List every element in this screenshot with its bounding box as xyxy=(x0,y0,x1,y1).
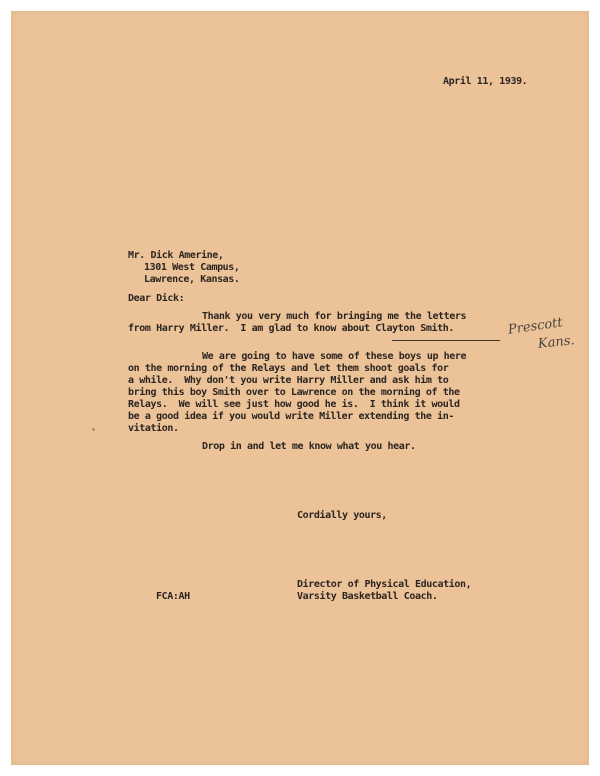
recipient-street: 1301 West Campus, xyxy=(144,262,240,273)
recipient-name: Mr. Dick Amerine, xyxy=(128,250,224,261)
paragraph1-line1: Thank you very much for bringing me the letters xyxy=(202,311,467,322)
clayton-smith-underline xyxy=(392,340,500,341)
paragraph3: Drop in and let me know what you hear. xyxy=(202,441,416,452)
handwritten-annotation-line2: Kans. xyxy=(537,333,576,352)
paragraph2-line2: on the morning of the Relays and let them shoot goals for xyxy=(128,363,449,374)
paragraph1-line2: from Harry Miller. I am glad to know about Clayton Smith. xyxy=(128,323,454,334)
paragraph2-line5: Relays. We will see just how good he is. I think it would xyxy=(128,399,460,410)
recipient-city: Lawrence, Kansas. xyxy=(144,274,240,285)
typist-initials: FCA:AH xyxy=(156,591,190,602)
paragraph2-line1: We are going to have some of these boys up here xyxy=(202,351,467,362)
paragraph2-line3: a while. Why don't you write Harry Miller and ask him to xyxy=(128,375,449,386)
paragraph2-line6: be a good idea if you would write Miller extending the in- xyxy=(128,411,454,422)
letter-date: April 11, 1939. xyxy=(443,76,528,87)
closing: Cordially yours, xyxy=(297,510,387,521)
paper-spot xyxy=(92,428,95,431)
paragraph2-line4: bring this boy Smith over to Lawrence on the morning of the xyxy=(128,387,460,398)
paragraph2-line7: vitation. xyxy=(128,423,179,434)
signature-title-line2: Varsity Basketball Coach. xyxy=(297,591,438,602)
salutation: Dear Dick: xyxy=(128,293,185,304)
signature-title-line1: Director of Physical Education, xyxy=(297,579,472,590)
handwritten-annotation-line1: Prescott xyxy=(507,315,564,338)
